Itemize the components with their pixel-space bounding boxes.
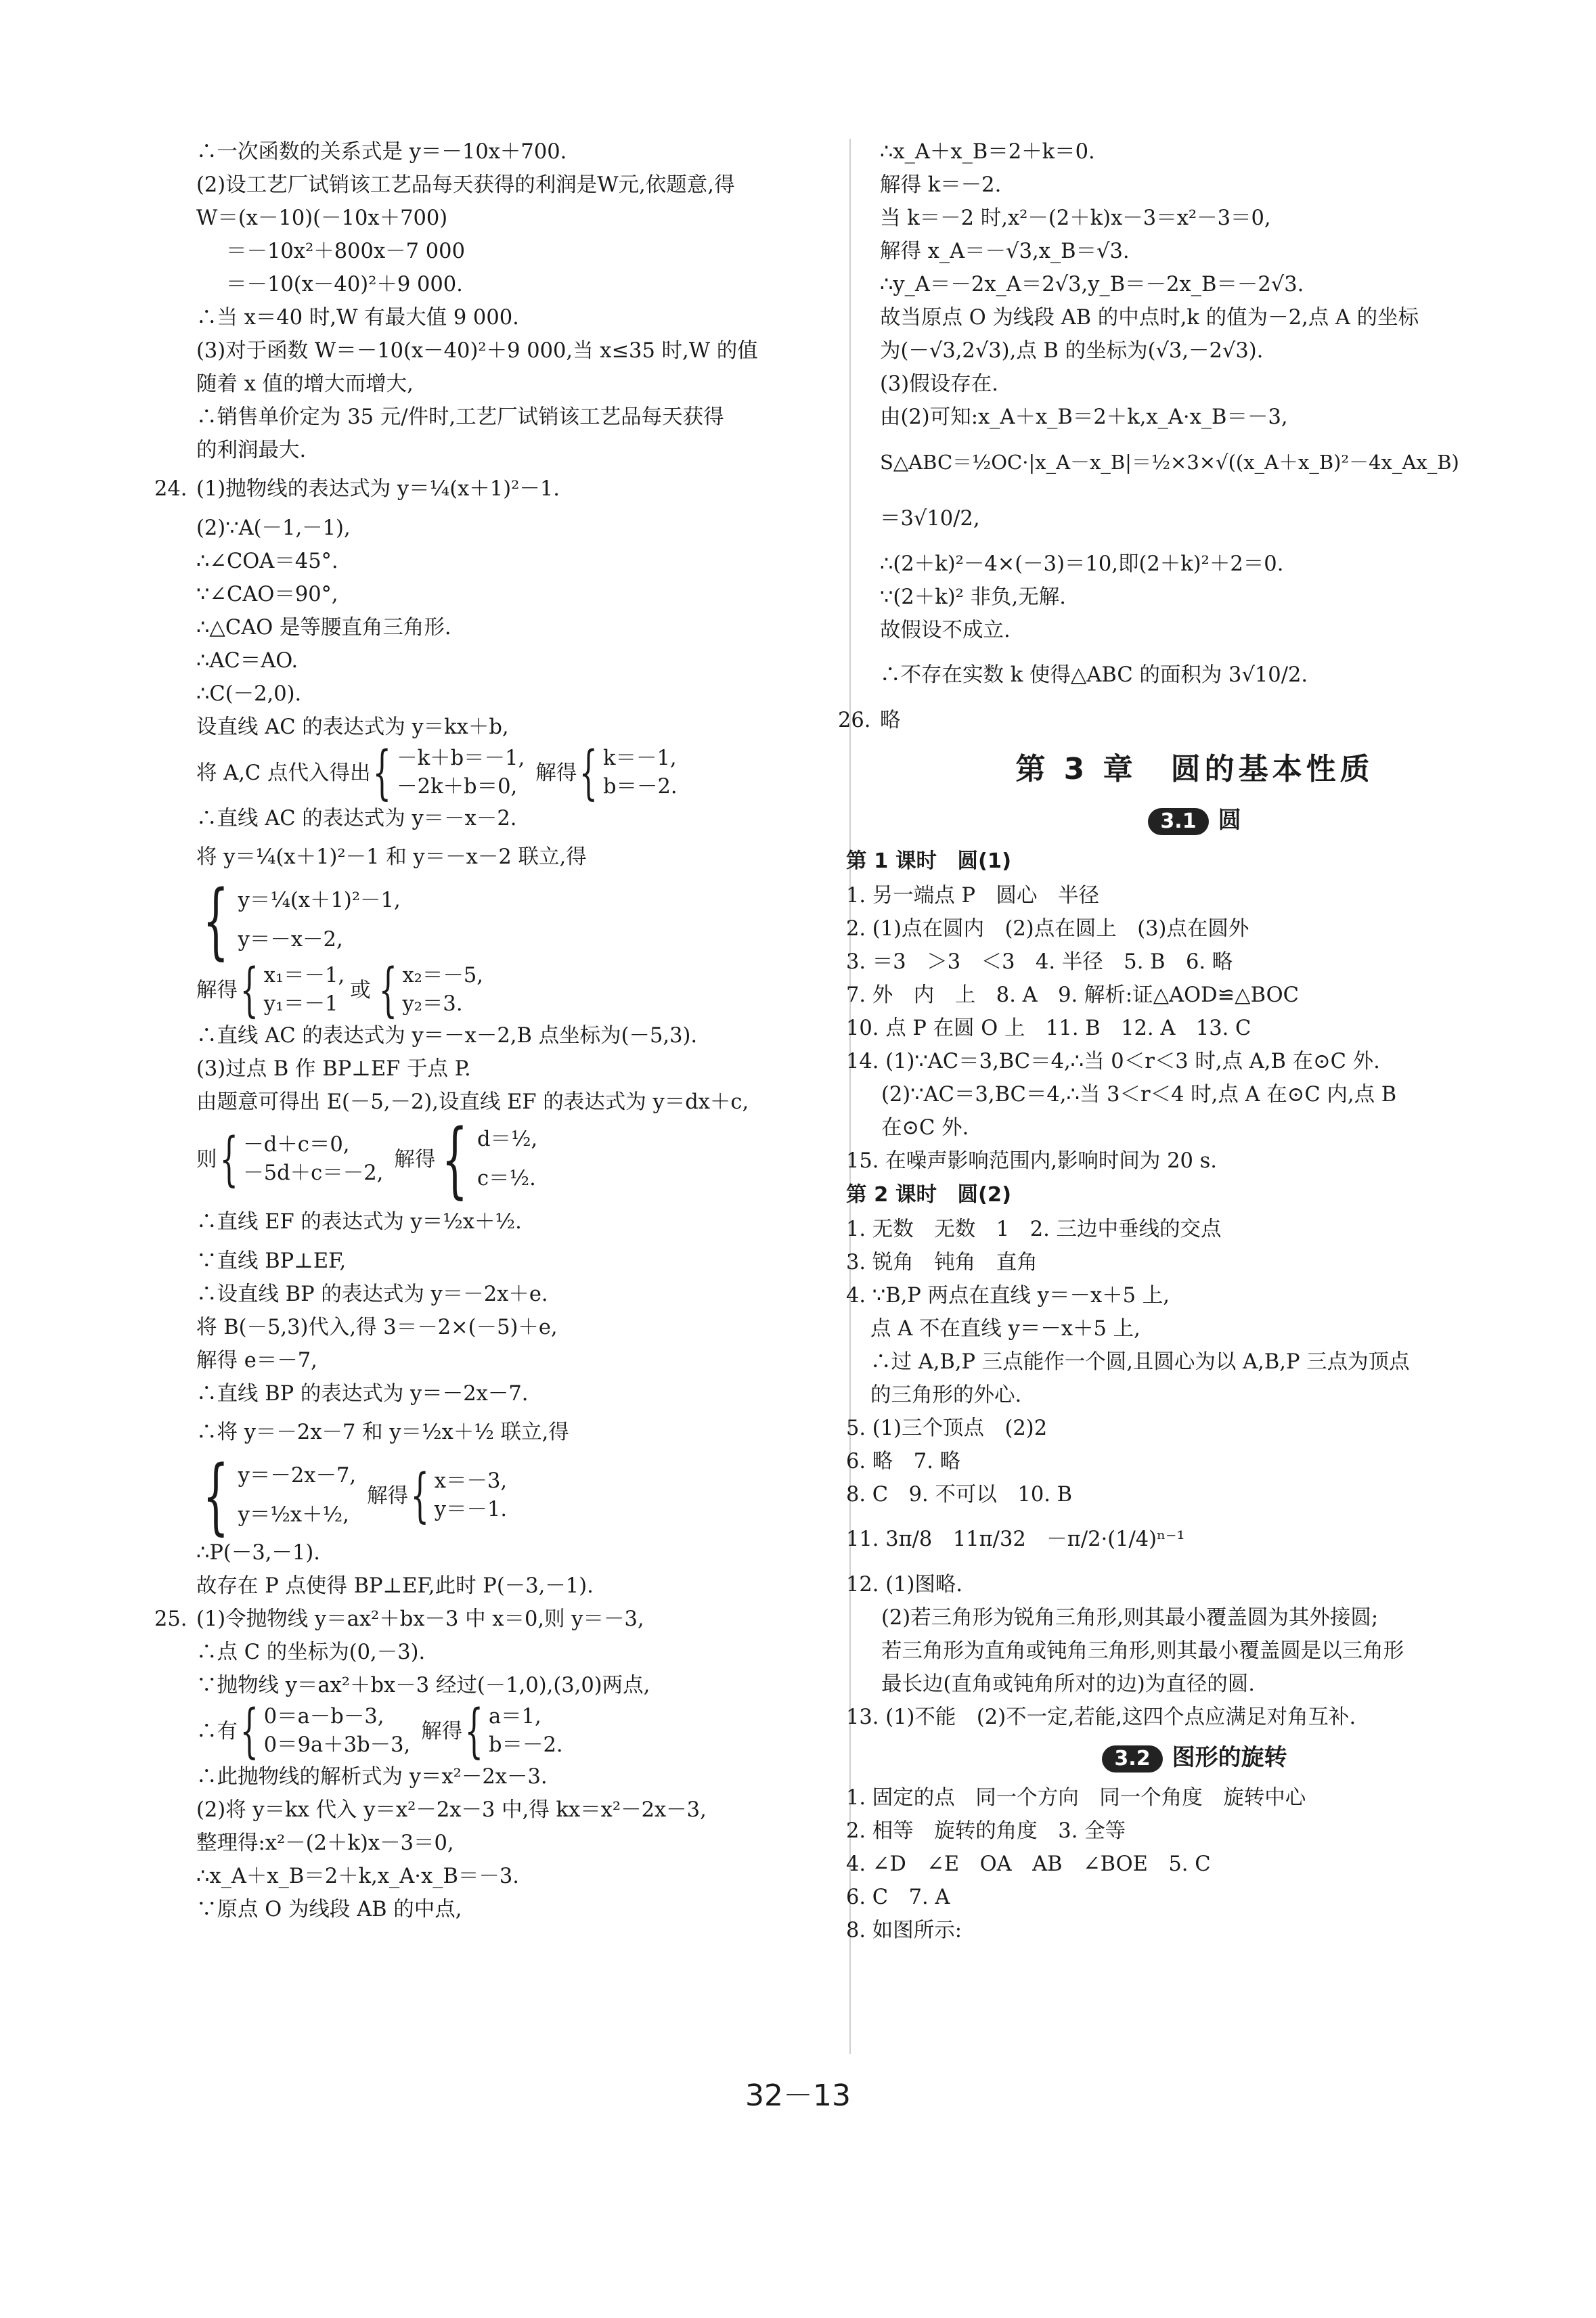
text-line: (3)假设存在. [880,372,998,396]
text-line: 为(－√3,2√3),点 B 的坐标为(√3,－2√3). [880,339,1264,363]
text-line: ＝－10x²＋800x－7 000 [226,240,465,263]
equation-stack [402,962,483,1019]
text-line: ∴直线 AC 的表达式为 y＝－x－2,B 点坐标为(－5,3). [196,1024,698,1048]
question-26 [838,704,1509,737]
answer-line: 15. 在噪声影响范围内,影响时间为 20 s. [846,1149,1217,1173]
left-brace: { [378,956,397,1024]
equation: x＝－3, [434,1469,508,1493]
equation: －2k＋b＝0, [397,775,518,799]
text-line: (3)过点 B 作 BP⊥EF 于点 P. [196,1057,471,1081]
equation: 0＝a－b－3, [263,1705,384,1729]
answer-line: 6. C 7. A [846,1886,950,1909]
question-number: 25. [154,1607,187,1631]
section-badge: 3.2 [1102,1745,1162,1773]
equation-stack [243,1131,383,1188]
equation-stack [264,962,345,1019]
text-fragment: 则 [196,1147,217,1172]
text-line: ∵原点 O 为线段 AB 的中点, [196,1898,462,1921]
text-line: (1)令抛物线 y＝ax²＋bx－3 中 x＝0,则 y＝－3, [196,1607,644,1631]
equation: y₂＝3. [402,992,463,1016]
section-badge: 3.1 [1148,808,1208,835]
left-brace: { [240,956,259,1024]
equation: x₂＝－5, [402,964,483,987]
text-line: ∴一次函数的关系式是 y＝－10x＋700. [196,140,567,164]
text-line: ∵抛物线 y＝ax²＋bx－3 经过(－1,0),(3,0)两点, [196,1674,650,1697]
equation: d＝½, [476,1128,538,1151]
answer-line: 最长边(直角或钝角所对的边)为直径的圆. [881,1672,1255,1696]
text-line: ∴将 y＝－2x－7 和 y＝½x＋½ 联立,得 [196,1421,569,1444]
section-heading-3-1 [880,797,1509,844]
equation-system [196,1697,846,1765]
equation: y₁＝－1 [263,992,338,1016]
equation-stack [603,744,678,801]
equation-stack [238,881,401,960]
answer-line: 在⊙C 外. [881,1116,969,1140]
equation: －5d＋c＝－2, [243,1161,384,1185]
text-line: 整理得:x²－(2＋k)x－3＝0, [196,1831,454,1855]
question-number: 26. [838,709,871,732]
text-line: ∴直线 AC 的表达式为 y＝－x－2. [196,807,517,830]
text-line: ∴直线 BP 的表达式为 y＝－2x－7. [196,1382,529,1406]
equation-system [196,1448,846,1544]
lesson-title: 第 2 课时 圆(2) [846,1183,1012,1207]
text-fragment: 解得 [367,1484,409,1508]
text-fragment: 将 A,C 点代入得出 [196,761,371,785]
answer-line: 11. 3π/8 11π/32 －π/2·(1/4)ⁿ⁻¹ [846,1528,1185,1551]
text-line: 随着 x 值的增大而增大, [196,372,414,396]
text-line: ＝－10(x－40)²＋9 000. [226,273,463,296]
answer-line: 4. ∵B,P 两点在直线 y＝－x＋5 上, [846,1284,1170,1308]
equation: y＝½x＋½, [238,1503,349,1527]
text-line: 由(2)可知:x_A＋x_B＝2＋k,x_A·x_B＝－3, [880,405,1288,429]
equation: b＝－2. [488,1733,563,1757]
equation: x₁＝－1, [263,964,345,987]
text-line: ∴销售单价定为 35 元/件时,工艺厂试销该工艺品每天获得 [196,405,724,429]
left-brace: { [441,1111,468,1207]
text-line: 故假设不成立. [880,619,1011,642]
answer-line: 6. 略 7. 略 [846,1450,961,1473]
text-fragment: 解得 [535,761,577,785]
text-line: ∵(2＋k)² 非负,无解. [880,585,1066,609]
answer-line: 8. 如图所示: [846,1919,962,1942]
equation: y＝－x－2, [238,928,343,952]
text-line: ∴P(－3,－1). [196,1541,320,1565]
text-line: ∴y_A＝－2x_A＝2√3,y_B＝－2x_B＝－2√3. [880,273,1304,296]
text-line: 设直线 AC 的表达式为 y＝kx＋b, [196,715,509,739]
text-line: ∴当 x＝40 时,W 有最大值 9 000. [196,306,519,330]
equation: b＝－2. [603,775,678,799]
text-line: 由题意可得出 E(－5,－2),设直线 EF 的表达式为 y＝dx＋c, [196,1090,749,1114]
answer-line: 8. C 9. 不可以 10. B [846,1483,1073,1507]
equation: c＝½. [476,1167,536,1190]
equation: y＝－2x－7, [238,1464,357,1488]
lesson-title: 第 1 课时 圆(1) [846,849,1012,873]
text-fragment: 或 [350,978,371,1002]
answer-line: (2)若三角形为锐角三角形,则其最小覆盖圆为其外接圆; [881,1606,1379,1630]
equation: 0＝9a＋3b－3, [263,1733,411,1757]
text-fragment: 解得 [421,1719,463,1743]
answer-line: 14. (1)∵AC＝3,BC＝4,∴当 0＜r＜3 时,点 A,B 在⊙C 外. [846,1050,1380,1073]
answer-line: 5. (1)三个顶点 (2)2 [846,1417,1048,1440]
page-number: 32－13 [745,2078,851,2113]
left-brace: { [464,1697,484,1765]
left-column [154,135,846,1926]
text-line: (3)对于函数 W＝－10(x－40)²＋9 000,当 x≤35 时,W 的值 [196,339,758,363]
answer-line: 1. 固定的点 同一个方向 同一个角度 旋转中心 [846,1786,1306,1810]
text-line: 解得 x_A＝－√3,x_B＝√3. [880,240,1130,263]
left-brace: { [579,739,598,807]
equation-stack [238,1456,356,1535]
answer-line: 点 A 不在直线 y＝－x＋5 上, [870,1317,1140,1341]
text-line: ∴x_A＋x_B＝2＋k,x_A·x_B＝－3. [196,1865,519,1888]
text-fragment: 解得 [196,978,238,1002]
text-line: ∴△CAO 是等腰直角三角形. [196,616,451,640]
text-line: ∴直线 EF 的表达式为 y＝½x＋½. [196,1210,522,1234]
text-line: ＝3√10/2, [880,507,980,531]
answer-line: 2. (1)点在圆内 (2)点在圆上 (3)点在圆外 [846,917,1249,941]
equation: a＝1, [488,1705,541,1729]
text-line: ∴(2＋k)²－4×(－3)＝10,即(2＋k)²＋2＝0. [880,552,1284,576]
area-formula: S△ABC＝½OC·|x_A－x_B|＝½×3×√((x_A＋x_B)²－4x_Ax_B) [880,451,1459,474]
equation-system [196,739,846,807]
equation-stack [435,1467,507,1524]
equation: y＝－1. [434,1498,508,1521]
text-fragment: 解得 [394,1147,436,1172]
text-line: ∴此抛物线的解析式为 y＝x²－2x－3. [196,1765,548,1789]
left-brace: { [373,739,392,807]
question-number: 24. [154,477,187,501]
answer-line: 13. (1)不能 (2)不一定,若能,这四个点应满足对角互补. [846,1706,1356,1729]
equation-system [196,1111,846,1207]
text-fragment: ∴有 [196,1719,238,1743]
text-line: (2)∵A(－1,－1), [196,516,351,540]
equation-stack [477,1120,537,1199]
text-line: 将 y＝¼(x＋1)²－1 和 y＝－x－2 联立,得 [196,845,587,869]
answer-line: 4. ∠D ∠E OA AB ∠BOE 5. C [846,1852,1211,1876]
text-line: ∵∠CAO＝90°, [196,583,338,606]
left-brace: { [219,1125,238,1193]
answer-line: 若三角形为直角或钝角三角形,则其最小覆盖圆是以三角形 [881,1639,1404,1663]
text-line: ∴x_A＋x_B＝2＋k＝0. [880,140,1095,164]
text-line: ∴设直线 BP 的表达式为 y＝－2x＋e. [196,1283,548,1306]
equation: －k＋b＝－1, [397,746,525,770]
left-brace: { [240,1697,259,1765]
equation-system [196,872,846,968]
left-brace: { [202,872,229,968]
text-line: 当 k＝－2 时,x²－(2＋k)x－3＝x²－3＝0, [880,206,1271,230]
equation-stack [489,1703,563,1760]
text-line: ∴AC＝AO. [196,649,298,673]
answer-line: 12. (1)图略. [846,1573,963,1597]
answer-line: 2. 相等 旋转的角度 3. 全等 [846,1819,1126,1843]
text-line: 解得 e＝－7, [196,1349,317,1373]
question-25 [154,1603,846,1636]
answer-line: (2)∵AC＝3,BC＝4,∴当 3＜r＜4 时,点 A 在⊙C 内,点 B [881,1083,1397,1107]
chapter-title: 第 3 章 圆的基本性质 [1015,752,1374,786]
answer-line: 7. 外 内 上 8. A 9. 解析:证△AOD≌△BOC [846,983,1299,1007]
text-line: (1)抛物线的表达式为 y＝¼(x＋1)²－1. [196,477,560,501]
text-line: (2)设工艺厂试销该工艺品每天获得的利润是W元,依题意,得 [196,173,735,197]
text-line: ∴C(－2,0). [196,682,302,706]
answer-line: 1. 无数 无数 1 2. 三边中垂线的交点 [846,1218,1222,1241]
equation-stack [397,744,525,801]
answer-line: 1. 另一端点 P 圆心 半径 [846,884,1100,908]
text-line: 解得 k＝－2. [880,173,1002,197]
left-brace: { [410,1462,430,1530]
equation-system [196,956,846,1024]
text-line: 故存在 P 点使得 BP⊥EF,此时 P(－3,－1). [196,1574,594,1598]
text-line: W＝(x－10)(－10x＋700) [196,206,448,230]
text-line: 的利润最大. [196,439,307,462]
answer-line: ∴过 A,B,P 三点能作一个圆,且圆心为以 A,B,P 三点为顶点 [870,1350,1410,1374]
text-line: 故当原点 O 为线段 AB 的中点时,k 的值为－2,点 A 的坐标 [880,306,1419,330]
text-line: ∵直线 BP⊥EF, [196,1249,347,1273]
right-column [838,135,1509,1947]
answer-line: 10. 点 P 在圆 O 上 11. B 12. A 13. C [846,1017,1251,1040]
answer-line: 3. ＝3 ＞3 ＜3 4. 半径 5. B 6. 略 [846,950,1233,974]
answer-line: 的三角形的外心. [870,1383,1022,1407]
text-line: ∴∠COA＝45°. [196,550,338,573]
section-title: 图形的旋转 [1172,1744,1287,1771]
question-24 [154,467,846,512]
equation: －d＋c＝0, [243,1133,350,1157]
text-line: ∴点 C 的坐标为(0,－3). [196,1641,426,1664]
text-line: 略 [880,709,901,732]
section-heading-3-2 [880,1734,1509,1781]
text-line: ∴不存在实数 k 使得△ABC 的面积为 3√10/2. [880,663,1308,687]
answer-line: 3. 锐角 钝角 直角 [846,1251,1038,1274]
equation-stack [264,1703,411,1760]
section-title: 圆 [1218,807,1241,834]
text-line: 将 B(－5,3)代入,得 3＝－2×(－5)＋e, [196,1316,558,1339]
left-brace: { [202,1448,229,1544]
text-line: (2)将 y＝kx 代入 y＝x²－2x－3 中,得 kx＝x²－2x－3, [196,1798,707,1822]
equation: y＝¼(x＋1)²－1, [238,889,401,912]
equation: k＝－1, [603,746,677,770]
